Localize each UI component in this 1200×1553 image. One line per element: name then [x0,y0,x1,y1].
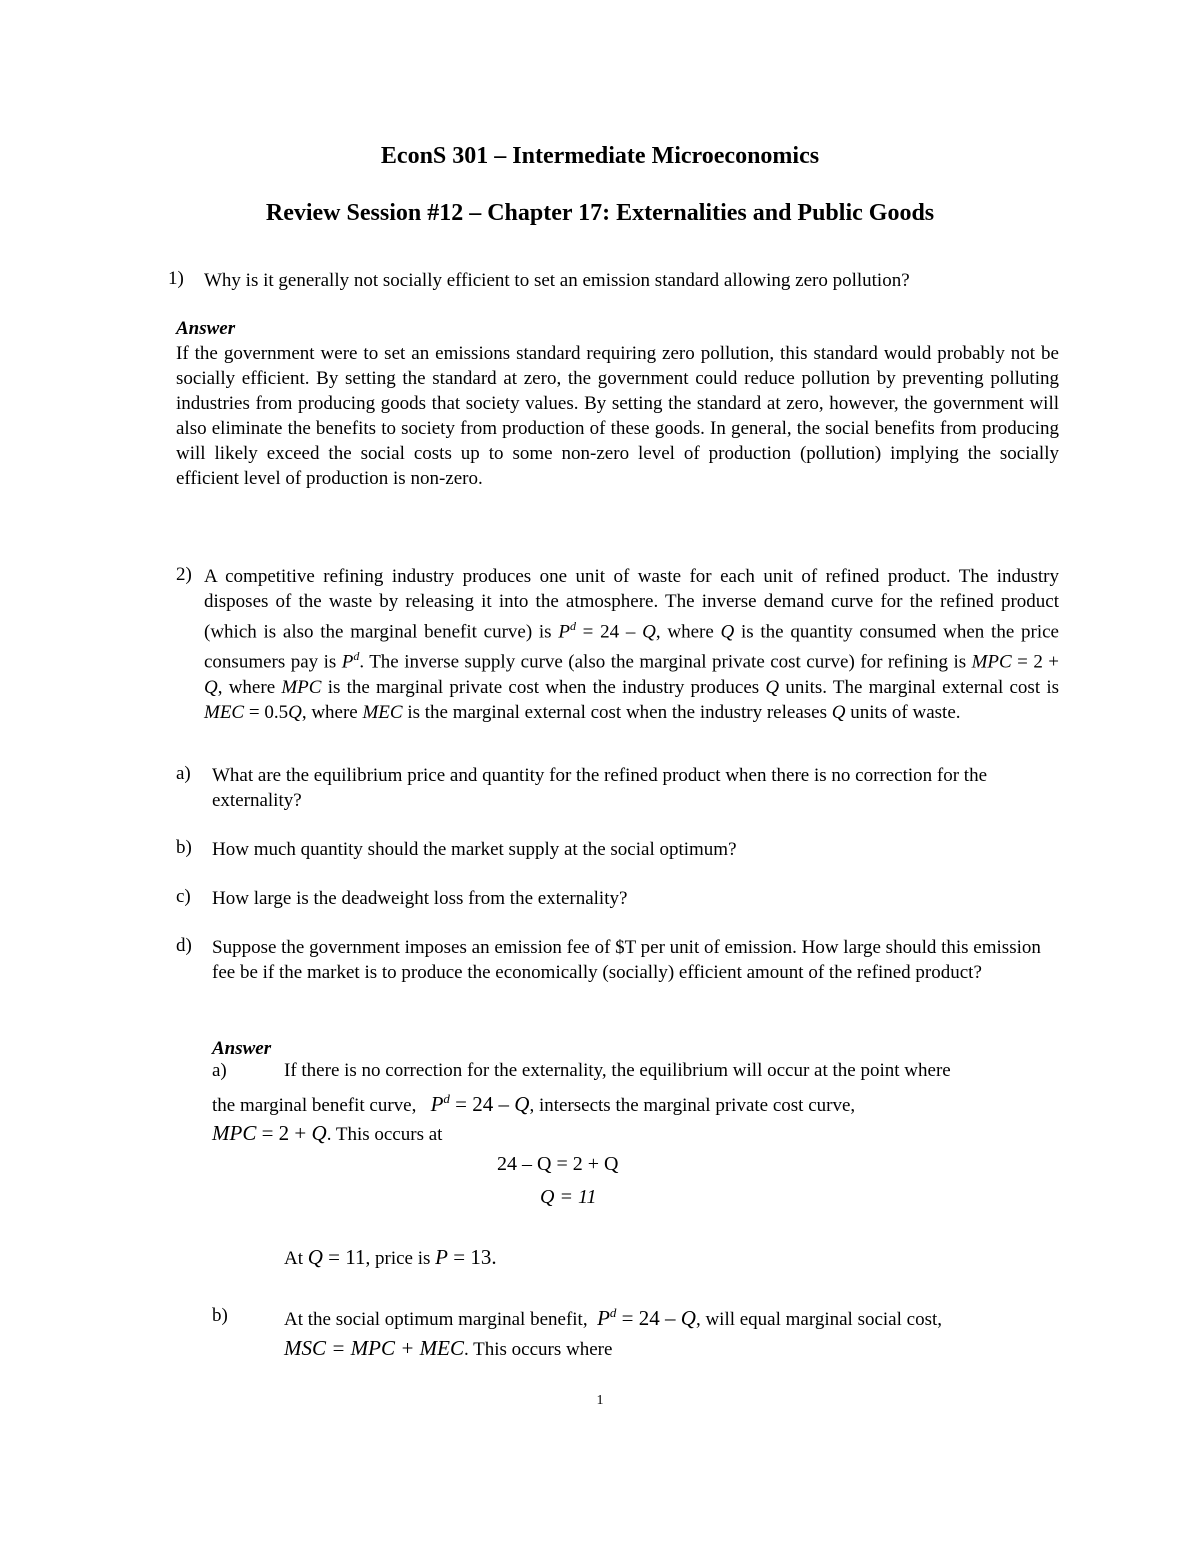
part-b-text: How much quantity should the market supply at the social optimum? [212,839,737,860]
q2-answer-label: Answer [212,1038,272,1059]
ans-a-line3: MPC = 2 + Q. This occurs at [212,1121,443,1145]
part-c-text: How large is the deadweight loss from the externality? [212,888,628,909]
q1-question: Why is it generally not socially efficient to set an emission standard allowing zero pollution? [204,270,910,291]
ans-b-label: b) [212,1305,228,1326]
part-a-label: a) [176,763,191,784]
ans-a-label: a) [212,1060,227,1081]
q2-number: 2) [176,564,192,585]
ans-b-line1: At the social optimum marginal benefit, $P^d = 24 - Q$, will equal marginal social cost, [284,1305,943,1330]
equation-1: 24 – Q = 2 + Q [497,1153,619,1175]
page-number: 1 [596,1393,604,1408]
q1-answer-text: If the government were to set an emissions standard requiring zero pollution, this standard would probably not be socially efficient. By setting the standard at zero, the government could reduce pollution by preventing polluting industries from producing goods that society values. By setting the standard at zero, however, the government will also eliminate the benefits to society from production of these goods. In general, the social benefits from producing will likely exceed the social costs up to some non-zero level of production (pollution) implying the socially efficient level of production is non-zero. [176,343,1059,489]
part-c-label: c) [176,886,191,907]
q2-intro: A competitive refining industry produces one unit of waste for each unit of refined product. The industry disposes of the waste by releasing it into the atmosphere. The inverse demand curve for the refined product (which is also the marginal benefit curve) is $P^d = 24 - Q$, where Q is the quantity consumed when the price consumers pay is $P^d$. The inverse supply curve (also the marginal private cost curve) for refining is MPC = 2 + Q, where MPC is the marginal private cost when the industry produces Q units. The marginal external cost is MEC = 0.5Q, where MEC is the marginal external cost when the industry releases Q units of waste. [204,566,1060,723]
q1-answer-label: Answer [176,318,236,339]
part-d-label: d) [176,935,192,956]
ans-a-line1: If there is no correction for the externality, the equilibrium will occur at the point where [284,1060,951,1081]
part-d-text: Suppose the government imposes an emission fee of $T per unit of emission. How large should this emission fee be if the market is to produce the economically (socially) efficient amount of the refined product? [212,937,1041,983]
ans-a-result: At Q = 11, price is P = 13. [284,1245,497,1269]
page-title: EconS 301 – Intermediate Microeconomics [380,143,820,169]
page-subtitle: Review Session #12 – Chapter 17: Externalities and Public Goods [265,200,935,226]
equation-2: Q = 11 [540,1186,597,1208]
part-b-label: b) [176,837,192,858]
part-a-text: What are the equilibrium price and quantity for the refined product when there is no correction for the externality? [212,765,988,811]
q1-number: 1) [168,268,184,289]
ans-b-line2: MSC = MPC + MEC. This occurs where [284,1336,613,1360]
ans-a-line2: the marginal benefit curve, $P^d = 24 - Q$, intersects the marginal private cost curve, [212,1091,856,1116]
